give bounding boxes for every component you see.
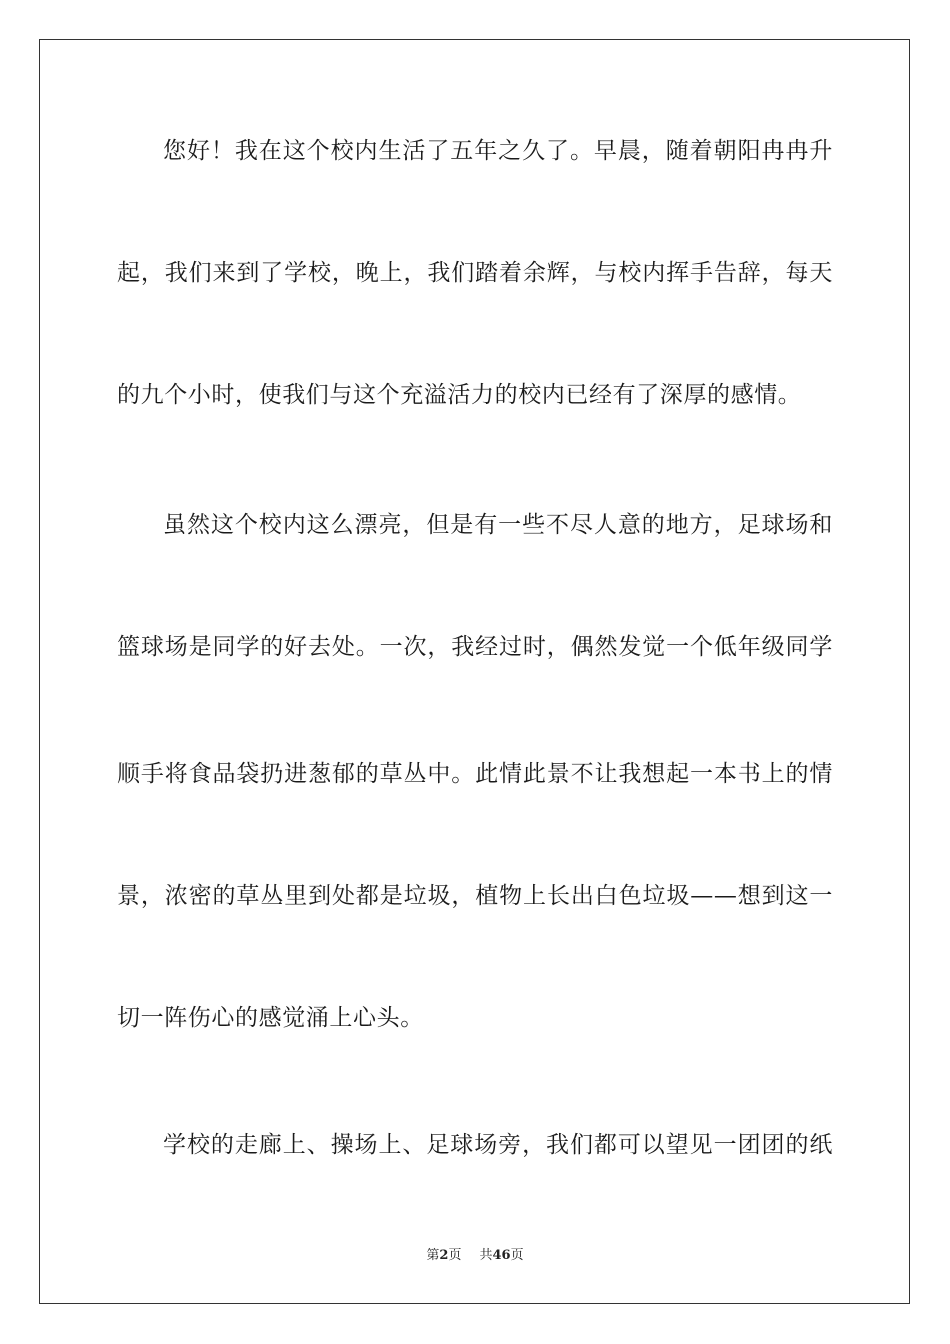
paragraph-2-line-3: 顺手将食品袋扔进葱郁的草丛中。此情此景不让我想起一本书上的情	[117, 761, 833, 787]
footer-page-suffix: 页	[448, 1248, 462, 1263]
paragraph-2-line-1: 虽然这个校内这么漂亮，但是有一些不尽人意的地方，足球场和	[163, 512, 833, 538]
paragraph-3-line-1: 学校的走廊上、操场上、足球场旁，我们都可以望见一团团的纸	[163, 1132, 833, 1158]
page-footer	[0, 1247, 950, 1265]
footer-page-number: 2	[439, 1248, 449, 1263]
footer-total-pages: 46	[492, 1248, 511, 1263]
page-border	[39, 39, 910, 1304]
footer-page-prefix: 第	[426, 1248, 440, 1263]
footer-total-suffix: 页	[510, 1248, 524, 1263]
paragraph-1-line-2: 起，我们来到了学校，晚上，我们踏着余辉，与校内挥手告辞，每天	[117, 260, 833, 286]
paragraph-1-line-3: 的九个小时，使我们与这个充溢活力的校内已经有了深厚的感情。	[117, 382, 802, 408]
paragraph-2-line-5: 切一阵伤心的感觉涌上心头。	[117, 1005, 424, 1031]
footer-total-prefix: 共	[479, 1248, 493, 1263]
paragraph-2-line-2: 篮球场是同学的好去处。一次，我经过时，偶然发觉一个低年级同学	[117, 634, 833, 660]
paragraph-2-line-4: 景，浓密的草丛里到处都是垃圾，植物上长出白色垃圾——想到这一	[117, 883, 833, 909]
paragraph-1-line-1: 您好！我在这个校内生活了五年之久了。早晨，随着朝阳冉冉升	[163, 138, 833, 164]
